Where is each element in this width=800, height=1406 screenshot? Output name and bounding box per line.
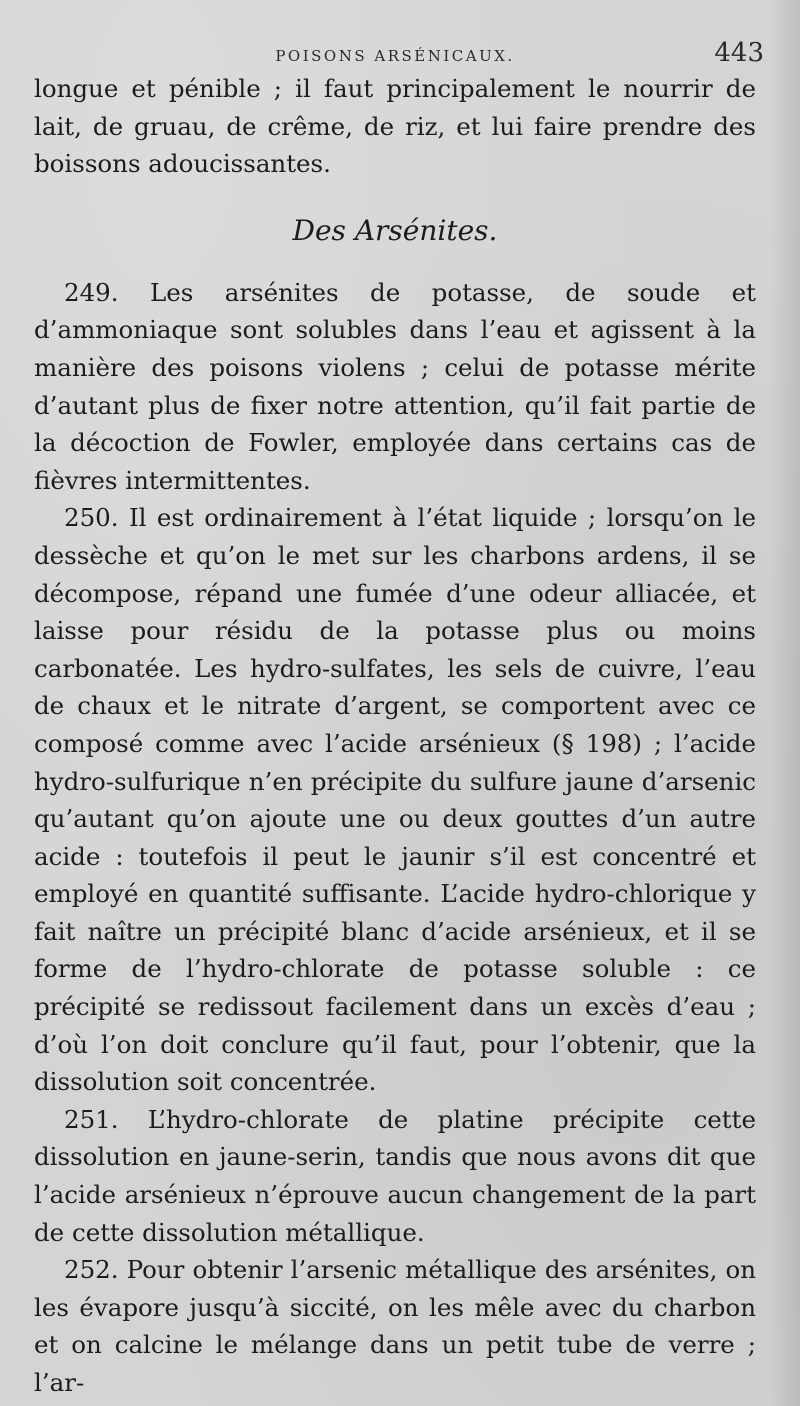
paragraph-250: 250. Il est ordinairement à l’état liquide ; lorsqu’on le dessèche et qu’on le met sur les charbons ardens, il se décompose, répand une fumée d’une odeur alliacée, et laisse pour résidu de la potasse plus ou moins carbonatée. Les hydro-sulfates, les sels de cuivre, l’eau de chaux et le nitrate d’argent, se comportent avec ce composé comme avec l’acide arsénieux (§ 198) ; l’acide hydro-sulfurique n’en précipite du sulfure jaune d’arsenic qu’autant qu’on ajoute une ou deux gouttes d’un autre acide : toutefois il peut le jaunir s’il est concentré et employé en quantité suffisante. L’acide hydro-chlorique y fait naître un précipité blanc d’acide arsénieux, et il se forme de l’hydro-chlorate de potasse soluble : ce précipité se redissout facilement dans un excès d’eau ; d’où l’on doit conclure qu’il faut, pour l’obtenir, que la dissolution soit concentrée. — [34, 503, 756, 1097]
section-heading: Des Arsénites. — [292, 213, 498, 247]
page-number: 443 — [714, 38, 764, 68]
paragraph-249: 249. Les arsénites de potasse, de soude et d’ammoniaque sont solubles dans l’eau et agissent à la manière des poisons violens ; celui de potasse mérite d’autant plus de fixer notre attention, qu’il fait partie de la décoction de Fowler, employée dans certains cas de fièvres intermittentes. — [34, 277, 756, 495]
running-head — [34, 0, 764, 70]
page-text — [34, 70, 756, 1402]
paragraph-continued: longue et pénible ; il faut principalement le nourrir de lait, de gruau, de crême, de riz, et lui faire prendre des boissons adoucissantes. — [34, 74, 756, 179]
running-title: POISONS ARSÉNICAUX. — [275, 47, 515, 65]
paragraph-251: 251. L’hydro-chlorate de platine précipite cette dissolution en jaune-serin, tandis que nous avons dit que l’acide arsénieux n’éprouve aucun changement de la part de cette dissolution métallique. — [34, 1104, 756, 1247]
paragraph-252: 252. Pour obtenir l’arsenic métallique des arsénites, on les évapore jusqu’à siccité, on les mêle avec du charbon et on calcine le mélange dans un petit tube de verre ; l’ar- — [34, 1255, 756, 1397]
